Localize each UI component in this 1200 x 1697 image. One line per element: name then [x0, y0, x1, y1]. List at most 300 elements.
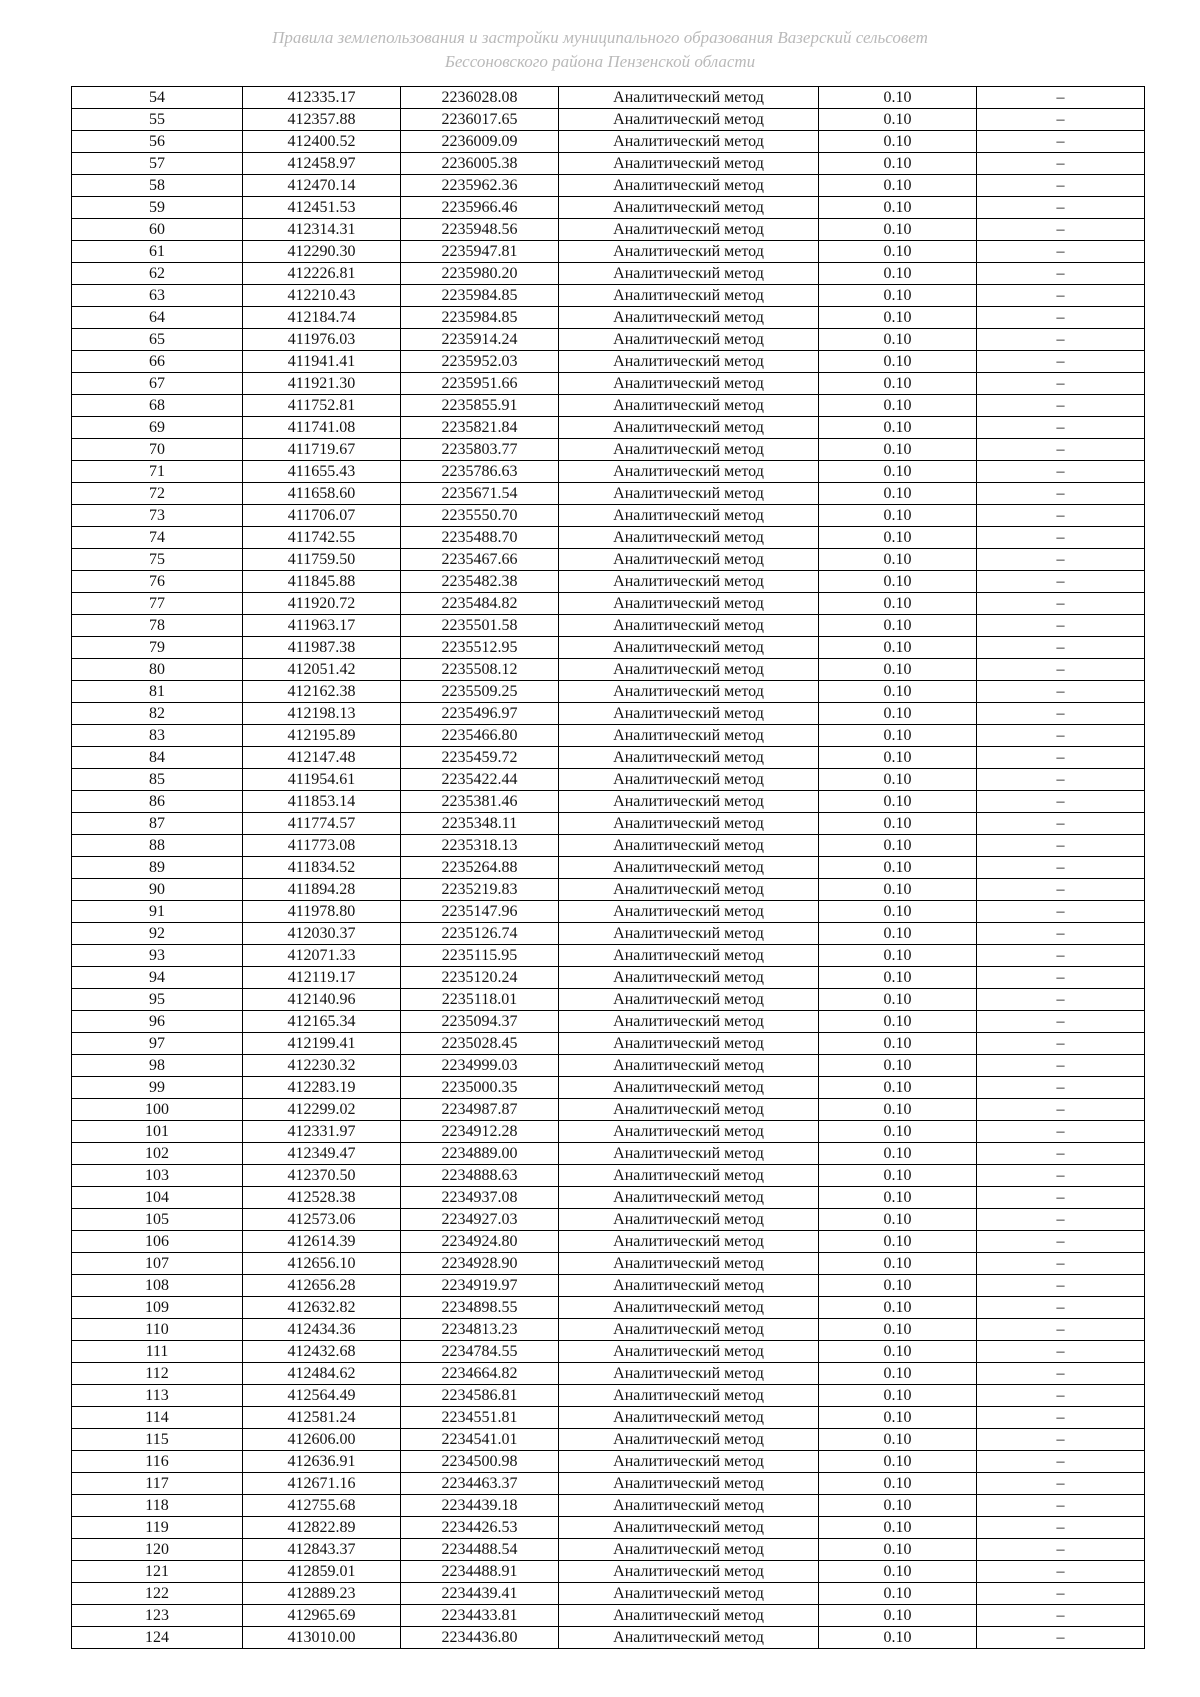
table-row: [72, 263, 1145, 285]
method-cell: Аналитический метод: [559, 1253, 819, 1275]
x-coordinate-cell: 412470.14: [243, 175, 401, 197]
method-cell: Аналитический метод: [559, 967, 819, 989]
accuracy-cell: 0.10: [819, 109, 977, 131]
accuracy-cell: 0.10: [819, 945, 977, 967]
method-cell: Аналитический метод: [559, 1583, 819, 1605]
method-cell: Аналитический метод: [559, 813, 819, 835]
method-cell: Аналитический метод: [559, 747, 819, 769]
note-cell: –: [977, 285, 1145, 307]
method-cell: Аналитический метод: [559, 791, 819, 813]
page-header: [0, 26, 1200, 74]
x-coordinate-cell: 413010.00: [243, 1627, 401, 1649]
x-coordinate-cell: 411752.81: [243, 395, 401, 417]
table-row: [72, 747, 1145, 769]
x-coordinate-cell: 411742.55: [243, 527, 401, 549]
table-row: [72, 197, 1145, 219]
table-row: [72, 1077, 1145, 1099]
method-cell: Аналитический метод: [559, 1539, 819, 1561]
x-coordinate-cell: 412184.74: [243, 307, 401, 329]
accuracy-cell: 0.10: [819, 1011, 977, 1033]
method-cell: Аналитический метод: [559, 1385, 819, 1407]
y-coordinate-cell: 2234898.55: [401, 1297, 559, 1319]
table-row: [72, 1165, 1145, 1187]
accuracy-cell: 0.10: [819, 769, 977, 791]
point-number-cell: 61: [72, 241, 243, 263]
point-number-cell: 99: [72, 1077, 243, 1099]
note-cell: –: [977, 329, 1145, 351]
point-number-cell: 80: [72, 659, 243, 681]
y-coordinate-cell: 2235951.66: [401, 373, 559, 395]
y-coordinate-cell: 2235671.54: [401, 483, 559, 505]
x-coordinate-cell: 411963.17: [243, 615, 401, 637]
method-cell: Аналитический метод: [559, 1099, 819, 1121]
x-coordinate-cell: 412458.97: [243, 153, 401, 175]
accuracy-cell: 0.10: [819, 725, 977, 747]
accuracy-cell: 0.10: [819, 417, 977, 439]
point-number-cell: 77: [72, 593, 243, 615]
coordinates-table: [71, 86, 1145, 1649]
y-coordinate-cell: 2235914.24: [401, 329, 559, 351]
method-cell: Аналитический метод: [559, 923, 819, 945]
note-cell: –: [977, 1627, 1145, 1649]
method-cell: Аналитический метод: [559, 1011, 819, 1033]
point-number-cell: 102: [72, 1143, 243, 1165]
method-cell: Аналитический метод: [559, 219, 819, 241]
point-number-cell: 78: [72, 615, 243, 637]
x-coordinate-cell: 411741.08: [243, 417, 401, 439]
x-coordinate-cell: 412632.82: [243, 1297, 401, 1319]
point-number-cell: 74: [72, 527, 243, 549]
y-coordinate-cell: 2235118.01: [401, 989, 559, 1011]
y-coordinate-cell: 2234433.81: [401, 1605, 559, 1627]
note-cell: –: [977, 417, 1145, 439]
y-coordinate-cell: 2235466.80: [401, 725, 559, 747]
method-cell: Аналитический метод: [559, 1055, 819, 1077]
note-cell: –: [977, 1583, 1145, 1605]
y-coordinate-cell: 2235821.84: [401, 417, 559, 439]
accuracy-cell: 0.10: [819, 1363, 977, 1385]
y-coordinate-cell: 2235318.13: [401, 835, 559, 857]
y-coordinate-cell: 2235803.77: [401, 439, 559, 461]
y-coordinate-cell: 2235126.74: [401, 923, 559, 945]
note-cell: –: [977, 197, 1145, 219]
x-coordinate-cell: 412581.24: [243, 1407, 401, 1429]
x-coordinate-cell: 412162.38: [243, 681, 401, 703]
accuracy-cell: 0.10: [819, 373, 977, 395]
y-coordinate-cell: 2234488.54: [401, 1539, 559, 1561]
y-coordinate-cell: 2235550.70: [401, 505, 559, 527]
accuracy-cell: 0.10: [819, 263, 977, 285]
point-number-cell: 65: [72, 329, 243, 351]
y-coordinate-cell: 2234488.91: [401, 1561, 559, 1583]
note-cell: –: [977, 549, 1145, 571]
accuracy-cell: 0.10: [819, 1253, 977, 1275]
point-number-cell: 71: [72, 461, 243, 483]
method-cell: Аналитический метод: [559, 439, 819, 461]
note-cell: –: [977, 131, 1145, 153]
x-coordinate-cell: 412283.19: [243, 1077, 401, 1099]
y-coordinate-cell: 2235482.38: [401, 571, 559, 593]
method-cell: Аналитический метод: [559, 1561, 819, 1583]
accuracy-cell: 0.10: [819, 329, 977, 351]
point-number-cell: 72: [72, 483, 243, 505]
accuracy-cell: 0.10: [819, 1495, 977, 1517]
table-row: [72, 879, 1145, 901]
y-coordinate-cell: 2235501.58: [401, 615, 559, 637]
method-cell: Аналитический метод: [559, 549, 819, 571]
table-row: [72, 989, 1145, 1011]
note-cell: –: [977, 1473, 1145, 1495]
method-cell: Аналитический метод: [559, 307, 819, 329]
note-cell: –: [977, 1451, 1145, 1473]
point-number-cell: 59: [72, 197, 243, 219]
point-number-cell: 82: [72, 703, 243, 725]
table-row: [72, 461, 1145, 483]
accuracy-cell: 0.10: [819, 923, 977, 945]
x-coordinate-cell: 411954.61: [243, 769, 401, 791]
y-coordinate-cell: 2234813.23: [401, 1319, 559, 1341]
x-coordinate-cell: 412290.30: [243, 241, 401, 263]
accuracy-cell: 0.10: [819, 703, 977, 725]
point-number-cell: 95: [72, 989, 243, 1011]
method-cell: Аналитический метод: [559, 681, 819, 703]
y-coordinate-cell: 2235028.45: [401, 1033, 559, 1055]
x-coordinate-cell: 411759.50: [243, 549, 401, 571]
table-row: [72, 1187, 1145, 1209]
table-row: [72, 1231, 1145, 1253]
point-number-cell: 83: [72, 725, 243, 747]
y-coordinate-cell: 2235962.36: [401, 175, 559, 197]
table-row: [72, 131, 1145, 153]
accuracy-cell: 0.10: [819, 1121, 977, 1143]
y-coordinate-cell: 2235467.66: [401, 549, 559, 571]
method-cell: Аналитический метод: [559, 175, 819, 197]
note-cell: –: [977, 593, 1145, 615]
y-coordinate-cell: 2236017.65: [401, 109, 559, 131]
note-cell: –: [977, 571, 1145, 593]
note-cell: –: [977, 1121, 1145, 1143]
point-number-cell: 119: [72, 1517, 243, 1539]
y-coordinate-cell: 2235147.96: [401, 901, 559, 923]
table-row: [72, 571, 1145, 593]
method-cell: Аналитический метод: [559, 769, 819, 791]
y-coordinate-cell: 2234426.53: [401, 1517, 559, 1539]
point-number-cell: 66: [72, 351, 243, 373]
method-cell: Аналитический метод: [559, 483, 819, 505]
table-row: [72, 175, 1145, 197]
x-coordinate-cell: 412165.34: [243, 1011, 401, 1033]
table-row: [72, 87, 1145, 109]
table-row: [72, 725, 1145, 747]
method-cell: Аналитический метод: [559, 461, 819, 483]
note-cell: –: [977, 87, 1145, 109]
table-row: [72, 901, 1145, 923]
accuracy-cell: 0.10: [819, 483, 977, 505]
point-number-cell: 112: [72, 1363, 243, 1385]
table-row: [72, 1539, 1145, 1561]
accuracy-cell: 0.10: [819, 571, 977, 593]
accuracy-cell: 0.10: [819, 219, 977, 241]
method-cell: Аналитический метод: [559, 285, 819, 307]
accuracy-cell: 0.10: [819, 615, 977, 637]
point-number-cell: 57: [72, 153, 243, 175]
table-row: [72, 285, 1145, 307]
method-cell: Аналитический метод: [559, 593, 819, 615]
x-coordinate-cell: 411773.08: [243, 835, 401, 857]
table-row: [72, 373, 1145, 395]
x-coordinate-cell: 412400.52: [243, 131, 401, 153]
table-row: [72, 637, 1145, 659]
accuracy-cell: 0.10: [819, 681, 977, 703]
method-cell: Аналитический метод: [559, 1517, 819, 1539]
point-number-cell: 89: [72, 857, 243, 879]
y-coordinate-cell: 2235000.35: [401, 1077, 559, 1099]
y-coordinate-cell: 2234439.41: [401, 1583, 559, 1605]
accuracy-cell: 0.10: [819, 1451, 977, 1473]
x-coordinate-cell: 411920.72: [243, 593, 401, 615]
note-cell: –: [977, 967, 1145, 989]
method-cell: Аналитический метод: [559, 989, 819, 1011]
method-cell: Аналитический метод: [559, 725, 819, 747]
method-cell: Аналитический метод: [559, 417, 819, 439]
note-cell: –: [977, 1407, 1145, 1429]
y-coordinate-cell: 2234919.97: [401, 1275, 559, 1297]
note-cell: –: [977, 1429, 1145, 1451]
table-row: [72, 1121, 1145, 1143]
note-cell: –: [977, 373, 1145, 395]
method-cell: Аналитический метод: [559, 1209, 819, 1231]
method-cell: Аналитический метод: [559, 1231, 819, 1253]
method-cell: Аналитический метод: [559, 703, 819, 725]
point-number-cell: 94: [72, 967, 243, 989]
point-number-cell: 96: [72, 1011, 243, 1033]
note-cell: –: [977, 307, 1145, 329]
y-coordinate-cell: 2234551.81: [401, 1407, 559, 1429]
note-cell: –: [977, 659, 1145, 681]
table-row: [72, 439, 1145, 461]
method-cell: Аналитический метод: [559, 505, 819, 527]
accuracy-cell: 0.10: [819, 439, 977, 461]
table-row: [72, 109, 1145, 131]
x-coordinate-cell: 412528.38: [243, 1187, 401, 1209]
point-number-cell: 54: [72, 87, 243, 109]
point-number-cell: 101: [72, 1121, 243, 1143]
x-coordinate-cell: 412199.41: [243, 1033, 401, 1055]
y-coordinate-cell: 2235459.72: [401, 747, 559, 769]
point-number-cell: 123: [72, 1605, 243, 1627]
note-cell: –: [977, 615, 1145, 637]
point-number-cell: 110: [72, 1319, 243, 1341]
method-cell: Аналитический метод: [559, 1143, 819, 1165]
y-coordinate-cell: 2234928.90: [401, 1253, 559, 1275]
x-coordinate-cell: 412331.97: [243, 1121, 401, 1143]
note-cell: –: [977, 219, 1145, 241]
accuracy-cell: 0.10: [819, 747, 977, 769]
method-cell: Аналитический метод: [559, 351, 819, 373]
table-row: [72, 549, 1145, 571]
table-row: [72, 593, 1145, 615]
accuracy-cell: 0.10: [819, 1517, 977, 1539]
accuracy-cell: 0.10: [819, 1583, 977, 1605]
table-row: [72, 1099, 1145, 1121]
accuracy-cell: 0.10: [819, 395, 977, 417]
y-coordinate-cell: 2234999.03: [401, 1055, 559, 1077]
x-coordinate-cell: 411941.41: [243, 351, 401, 373]
note-cell: –: [977, 351, 1145, 373]
x-coordinate-cell: 412071.33: [243, 945, 401, 967]
x-coordinate-cell: 412859.01: [243, 1561, 401, 1583]
point-number-cell: 106: [72, 1231, 243, 1253]
method-cell: Аналитический метод: [559, 395, 819, 417]
table-row: [72, 351, 1145, 373]
x-coordinate-cell: 412671.16: [243, 1473, 401, 1495]
table-row: [72, 703, 1145, 725]
y-coordinate-cell: 2236005.38: [401, 153, 559, 175]
accuracy-cell: 0.10: [819, 835, 977, 857]
y-coordinate-cell: 2234586.81: [401, 1385, 559, 1407]
y-coordinate-cell: 2234664.82: [401, 1363, 559, 1385]
x-coordinate-cell: 412299.02: [243, 1099, 401, 1121]
note-cell: –: [977, 1319, 1145, 1341]
accuracy-cell: 0.10: [819, 1275, 977, 1297]
point-number-cell: 64: [72, 307, 243, 329]
y-coordinate-cell: 2235984.85: [401, 307, 559, 329]
x-coordinate-cell: 412573.06: [243, 1209, 401, 1231]
accuracy-cell: 0.10: [819, 1605, 977, 1627]
accuracy-cell: 0.10: [819, 549, 977, 571]
note-cell: –: [977, 813, 1145, 835]
table-row: [72, 329, 1145, 351]
y-coordinate-cell: 2235120.24: [401, 967, 559, 989]
note-cell: –: [977, 681, 1145, 703]
y-coordinate-cell: 2235980.20: [401, 263, 559, 285]
accuracy-cell: 0.10: [819, 901, 977, 923]
note-cell: –: [977, 1605, 1145, 1627]
x-coordinate-cell: 412889.23: [243, 1583, 401, 1605]
accuracy-cell: 0.10: [819, 1187, 977, 1209]
x-coordinate-cell: 412198.13: [243, 703, 401, 725]
note-cell: –: [977, 1363, 1145, 1385]
method-cell: Аналитический метод: [559, 879, 819, 901]
accuracy-cell: 0.10: [819, 241, 977, 263]
table-row: [72, 615, 1145, 637]
table-row: [72, 1451, 1145, 1473]
x-coordinate-cell: 412370.50: [243, 1165, 401, 1187]
x-coordinate-cell: 411976.03: [243, 329, 401, 351]
point-number-cell: 122: [72, 1583, 243, 1605]
table-row: [72, 1605, 1145, 1627]
method-cell: Аналитический метод: [559, 87, 819, 109]
y-coordinate-cell: 2235509.25: [401, 681, 559, 703]
x-coordinate-cell: 412030.37: [243, 923, 401, 945]
accuracy-cell: 0.10: [819, 351, 977, 373]
table-row: [72, 1341, 1145, 1363]
point-number-cell: 60: [72, 219, 243, 241]
method-cell: Аналитический метод: [559, 1187, 819, 1209]
y-coordinate-cell: 2235488.70: [401, 527, 559, 549]
point-number-cell: 115: [72, 1429, 243, 1451]
note-cell: –: [977, 241, 1145, 263]
x-coordinate-cell: 411987.38: [243, 637, 401, 659]
accuracy-cell: 0.10: [819, 1407, 977, 1429]
x-coordinate-cell: 412656.10: [243, 1253, 401, 1275]
table-row: [72, 791, 1145, 813]
x-coordinate-cell: 412432.68: [243, 1341, 401, 1363]
y-coordinate-cell: 2235947.81: [401, 241, 559, 263]
y-coordinate-cell: 2235115.95: [401, 945, 559, 967]
method-cell: Аналитический метод: [559, 901, 819, 923]
y-coordinate-cell: 2234784.55: [401, 1341, 559, 1363]
table-row: [72, 1319, 1145, 1341]
note-cell: –: [977, 769, 1145, 791]
method-cell: Аналитический метод: [559, 1341, 819, 1363]
note-cell: –: [977, 1209, 1145, 1231]
y-coordinate-cell: 2234912.28: [401, 1121, 559, 1143]
y-coordinate-cell: 2234541.01: [401, 1429, 559, 1451]
x-coordinate-cell: 411978.80: [243, 901, 401, 923]
point-number-cell: 73: [72, 505, 243, 527]
note-cell: –: [977, 945, 1145, 967]
note-cell: –: [977, 1385, 1145, 1407]
table-row: [72, 395, 1145, 417]
point-number-cell: 105: [72, 1209, 243, 1231]
table-row: [72, 1627, 1145, 1649]
coordinates-table-body: [72, 87, 1145, 1649]
y-coordinate-cell: 2235508.12: [401, 659, 559, 681]
accuracy-cell: 0.10: [819, 813, 977, 835]
point-number-cell: 88: [72, 835, 243, 857]
method-cell: Аналитический метод: [559, 109, 819, 131]
accuracy-cell: 0.10: [819, 637, 977, 659]
table-row: [72, 1583, 1145, 1605]
y-coordinate-cell: 2235984.85: [401, 285, 559, 307]
note-cell: –: [977, 439, 1145, 461]
x-coordinate-cell: 411921.30: [243, 373, 401, 395]
point-number-cell: 55: [72, 109, 243, 131]
accuracy-cell: 0.10: [819, 1341, 977, 1363]
x-coordinate-cell: 412349.47: [243, 1143, 401, 1165]
table-row: [72, 1011, 1145, 1033]
table-row: [72, 813, 1145, 835]
y-coordinate-cell: 2234439.18: [401, 1495, 559, 1517]
x-coordinate-cell: 411774.57: [243, 813, 401, 835]
y-coordinate-cell: 2235094.37: [401, 1011, 559, 1033]
point-number-cell: 93: [72, 945, 243, 967]
accuracy-cell: 0.10: [819, 1055, 977, 1077]
table-row: [72, 1055, 1145, 1077]
point-number-cell: 85: [72, 769, 243, 791]
note-cell: –: [977, 1275, 1145, 1297]
method-cell: Аналитический метод: [559, 1297, 819, 1319]
y-coordinate-cell: 2235496.97: [401, 703, 559, 725]
x-coordinate-cell: 412434.36: [243, 1319, 401, 1341]
note-cell: –: [977, 989, 1145, 1011]
y-coordinate-cell: 2235381.46: [401, 791, 559, 813]
accuracy-cell: 0.10: [819, 527, 977, 549]
x-coordinate-cell: 411706.07: [243, 505, 401, 527]
note-cell: –: [977, 1495, 1145, 1517]
table-row: [72, 923, 1145, 945]
table-row: [72, 241, 1145, 263]
x-coordinate-cell: 412451.53: [243, 197, 401, 219]
x-coordinate-cell: 411719.67: [243, 439, 401, 461]
note-cell: –: [977, 1165, 1145, 1187]
table-row: [72, 967, 1145, 989]
table-row: [72, 483, 1145, 505]
table-row: [72, 1517, 1145, 1539]
y-coordinate-cell: 2235219.83: [401, 879, 559, 901]
note-cell: –: [977, 637, 1145, 659]
